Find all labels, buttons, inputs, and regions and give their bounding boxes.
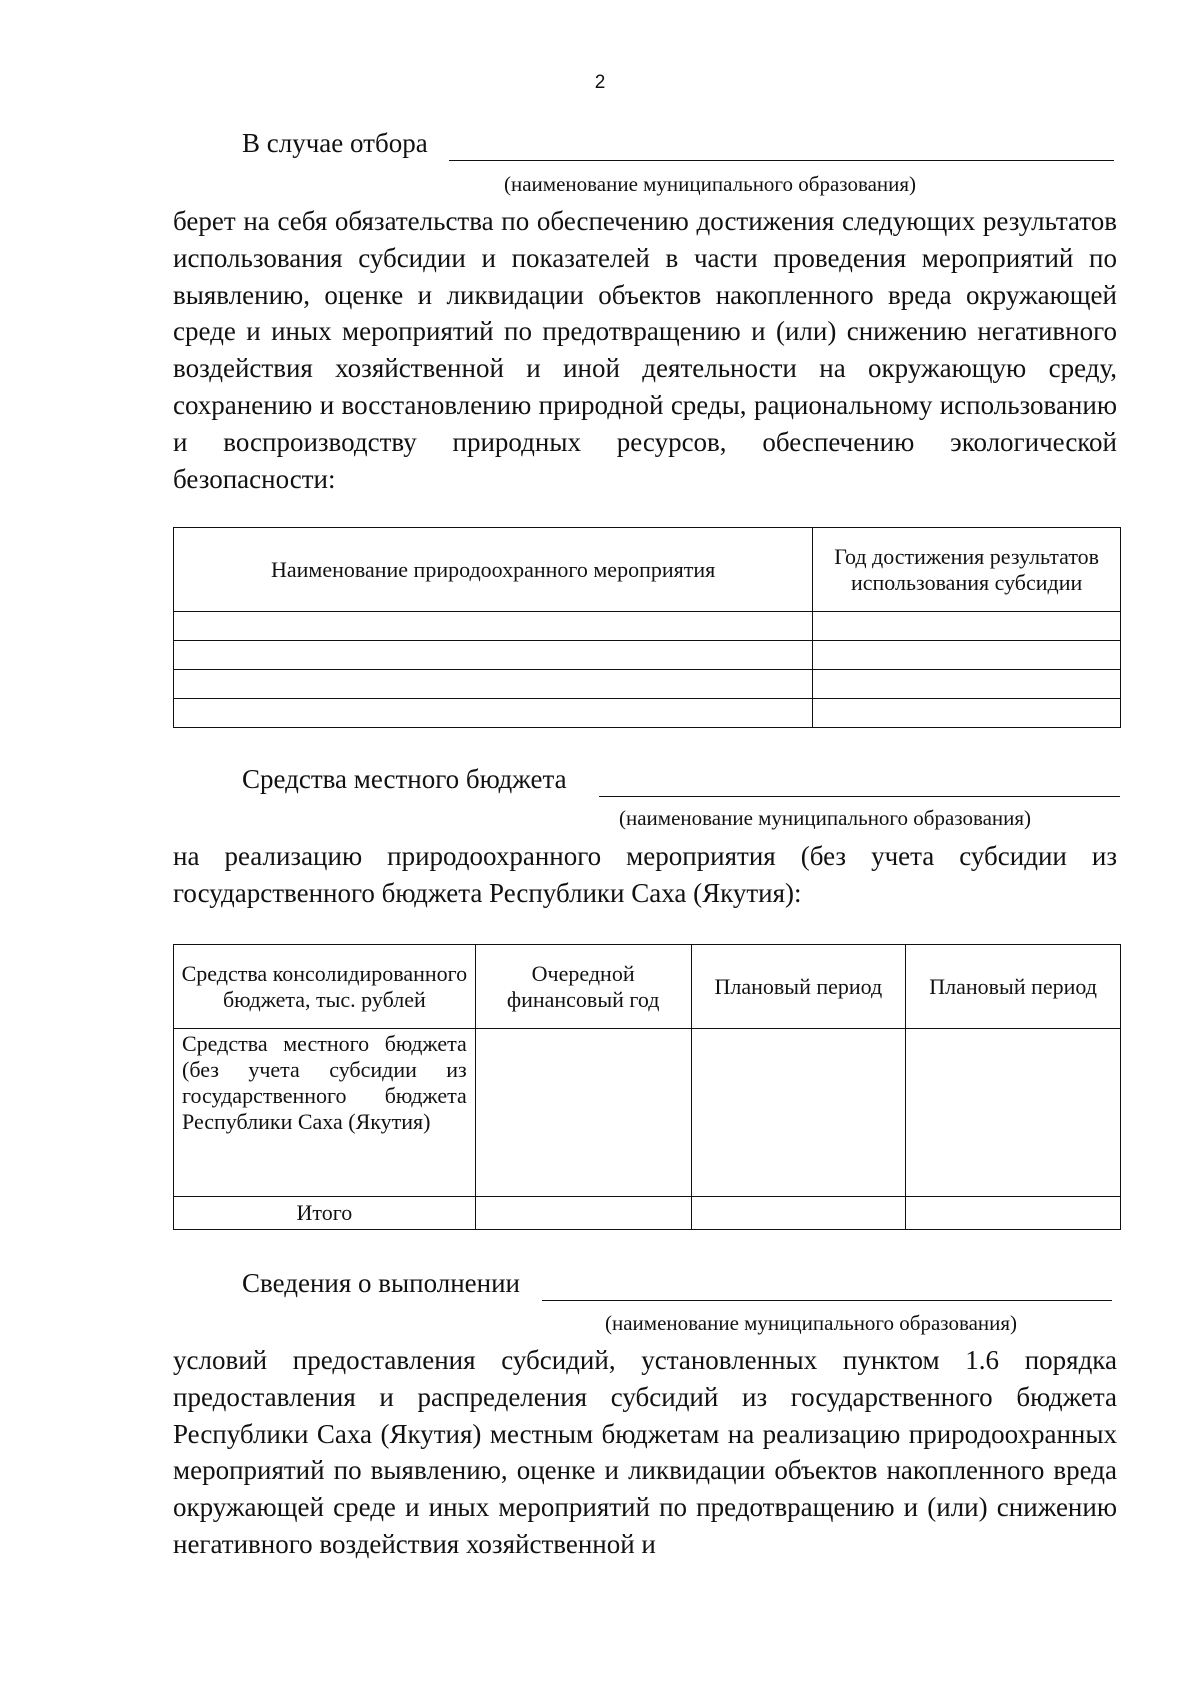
measures-table-header-name: Наименование природоохранного мероприятия [174, 528, 813, 612]
local-budget-lead-text: Средства местного бюджета [242, 764, 567, 794]
table-row [174, 670, 1121, 699]
page-number: 2 [594, 72, 606, 93]
measures-table-header-year: Год достижения результатов использования субсидии [813, 528, 1121, 612]
municipality-caption-1: (наименование муниципального образования) [504, 172, 917, 196]
municipality-caption-2: (наименование муниципального образования) [619, 806, 1032, 830]
table-cell[interactable] [813, 612, 1121, 641]
table-cell[interactable] [475, 1197, 691, 1230]
table-cell[interactable] [813, 641, 1121, 670]
table-cell[interactable] [691, 1029, 906, 1197]
budget-table-header-consolidated: Средства консолидированного бюджета, тыс. рублей [174, 945, 476, 1029]
table-row [174, 1197, 1121, 1230]
conditions-paragraph: условий предоставления субсидий, установленных пунктом 1.6 порядка предоставления и распределения субсидий из государственного бюджета Республики Саха (Якутия) местным бюджетам на реализацию природоохранных мероприятий по выявлению, оценке и ликвидации объектов накопленного вреда окружающей среде и иных мероприятий по предотвращению и (или) снижению негативного воздействия хозяйственной и [173, 1345, 1117, 1559]
table-cell[interactable] [475, 1029, 691, 1197]
total-row-label: Итого [174, 1197, 476, 1230]
budget-table [173, 944, 1121, 1230]
table-cell[interactable] [813, 699, 1121, 728]
table-cell[interactable] [174, 670, 813, 699]
obligations-paragraph: берет на себя обязательства по обеспечению достижения следующих результатов использования субсидии и показателей в части проведения мероприятий по выявлению, оценке и ликвидации объектов накопленного вреда окружающей среде и иных мероприятий по предотвращению и (или) снижению негативного воздействия хозяйственной и иной деятельности на окружающую среду, сохранению и восстановлению природной среды, рациональному использованию и воспроизводству природных ресурсов, обеспечению экологической безопасности: [173, 206, 1117, 494]
table-row [174, 641, 1121, 670]
table-row [174, 699, 1121, 728]
table-row [174, 612, 1121, 641]
table-cell[interactable] [906, 1197, 1121, 1230]
budget-table-header-planned-2: Плановый период [906, 945, 1121, 1029]
table-row [174, 1029, 1121, 1197]
local-budget-lead-line [242, 764, 567, 795]
table-cell[interactable] [174, 641, 813, 670]
local-funds-row-label: Средства местного бюджета (без учета субсидии из государственного бюджета Республики Саха (Якутия) [174, 1029, 476, 1197]
table-cell[interactable] [174, 612, 813, 641]
table-cell[interactable] [813, 670, 1121, 699]
execution-lead-line [242, 1268, 520, 1299]
selection-lead-line [242, 128, 428, 159]
budget-table-header-planned-1: Плановый период [691, 945, 906, 1029]
table-cell[interactable] [906, 1029, 1121, 1197]
table-cell[interactable] [174, 699, 813, 728]
municipality-caption-3: (наименование муниципального образования) [605, 1311, 1018, 1335]
local-budget-paragraph: на реализацию природоохранного мероприятия (без учета субсидии из государственного бюджета Республики Саха (Якутия): [173, 841, 1117, 908]
measures-table [173, 527, 1121, 728]
budget-table-header-next-year: Очередной финансовый год [475, 945, 691, 1029]
table-cell[interactable] [691, 1197, 906, 1230]
selection-lead-text: В случае отбора [242, 128, 428, 158]
execution-lead-text: Сведения о выполнении [242, 1268, 521, 1298]
